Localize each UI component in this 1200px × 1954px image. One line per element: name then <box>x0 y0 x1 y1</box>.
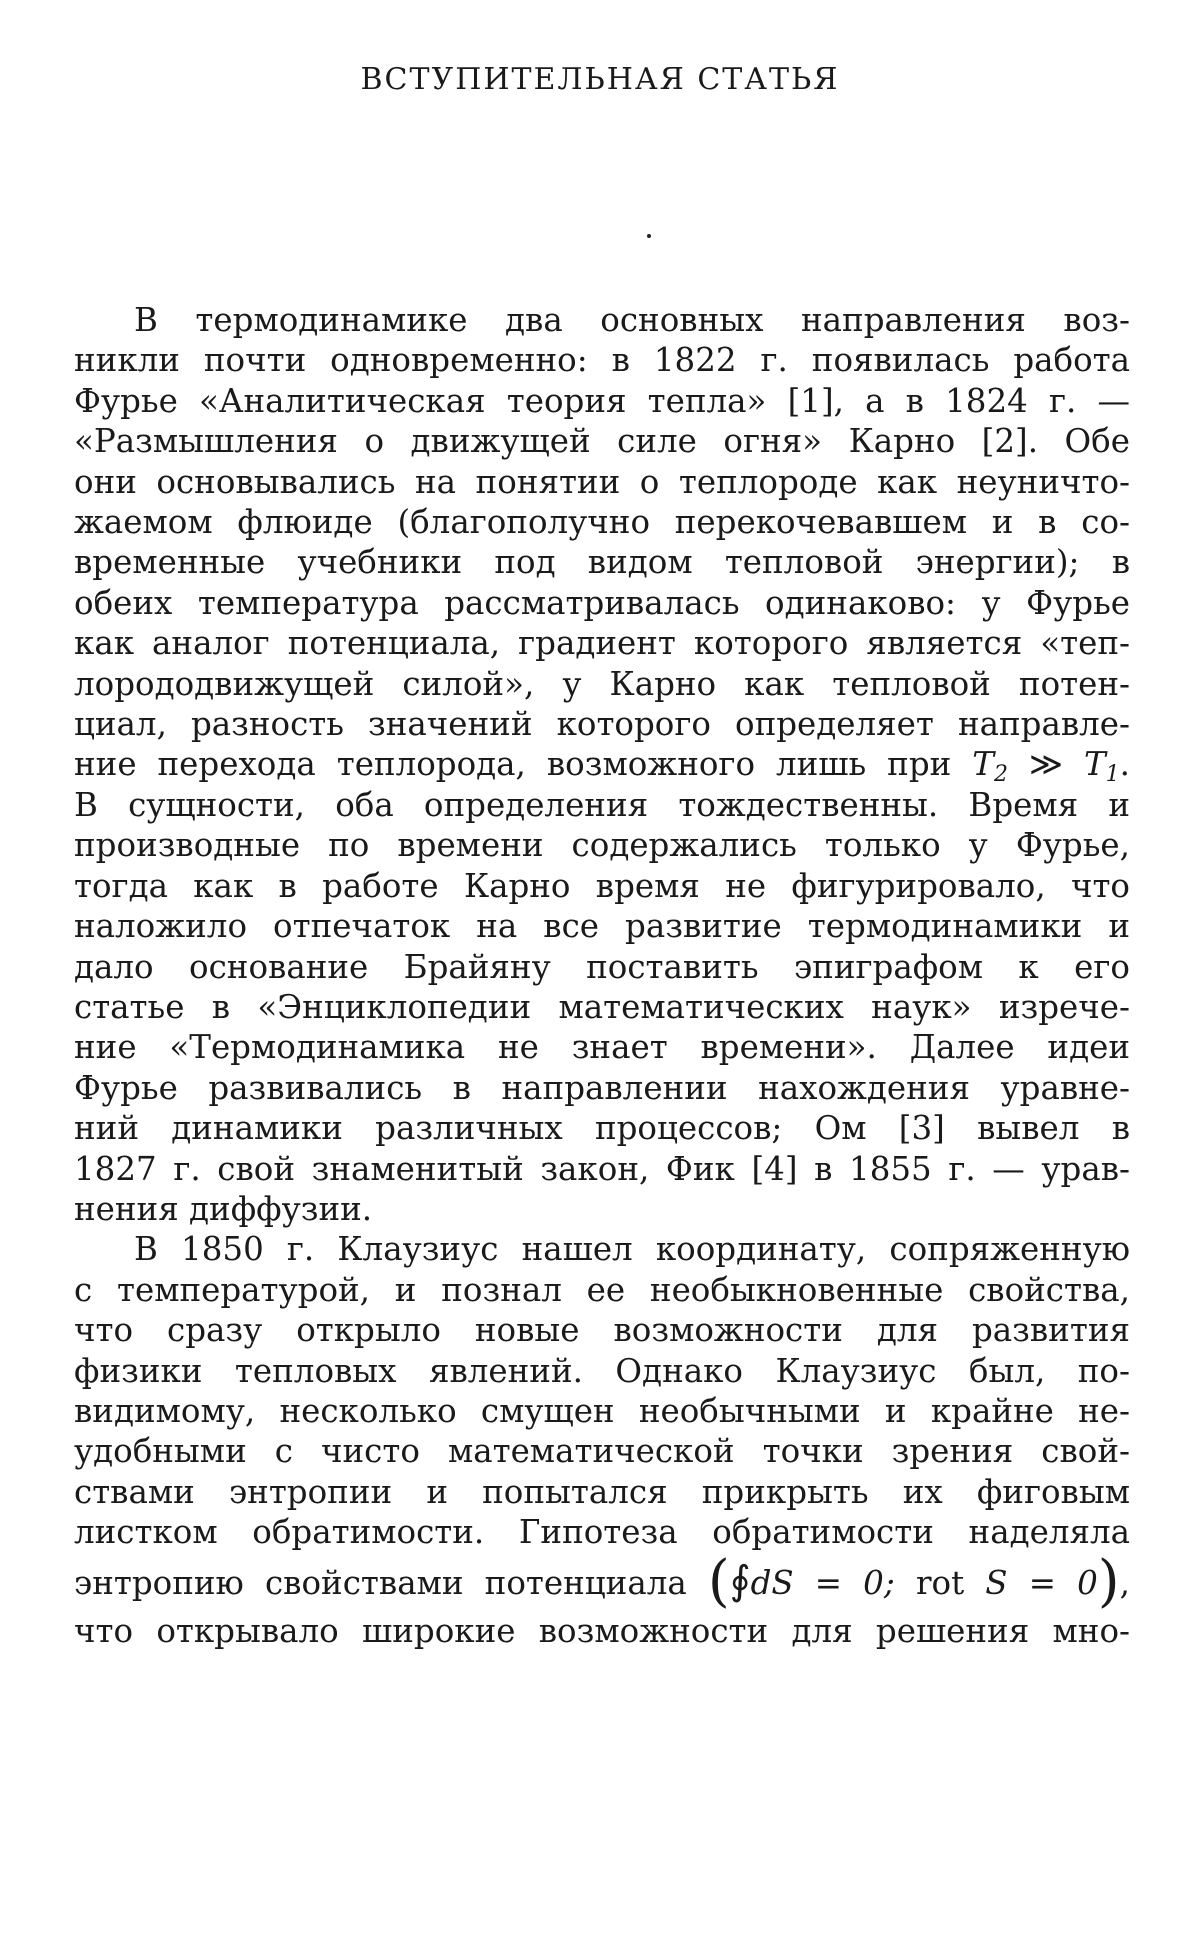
text-line: производные по времени содержались только у Фурье, <box>74 826 1130 865</box>
text-line: 1827 г. свой знаменитый закон, Фик [4] в 1855 г. — урав- <box>74 1149 1130 1188</box>
text-line-with-formula <box>74 744 1130 788</box>
text-line: ствами энтропии и попытался прикрыть их фиговым <box>74 1472 1130 1511</box>
inline-formula: (∮dS = 0; rot S = 0), <box>707 1548 1130 1614</box>
text-line: нения диффузии. <box>74 1189 373 1228</box>
inline-formula: $T_2$ ≫ $T_1$. <box>972 745 1130 788</box>
text-line: лорододвижущей силой», у Карно как тепловой потен- <box>74 664 1130 703</box>
text-line: как аналог потенциала, градиент которого является «теп- <box>74 624 1130 663</box>
text-line: что открывало широкие возможности для решения мно- <box>74 1611 1130 1650</box>
text-line: что сразу открыло новые возможности для развития <box>74 1311 1130 1350</box>
text-line-with-formula <box>74 1548 1130 1614</box>
text-line: ние «Термодинамика не знает времени». Далее идеи <box>74 1028 1130 1067</box>
text-line: никли почти одновременно: в 1822 г. появилась работа <box>74 341 1130 380</box>
text-line: ний динамики различных процессов; Ом [3] вывел в <box>74 1109 1130 1148</box>
text-line: удобными с чисто математической точки зрения свой- <box>74 1432 1130 1471</box>
text-segment: ние перехода теплорода, возможного лишь при <box>74 745 952 784</box>
text-segment: энтропию свойствами потенциала <box>74 1563 687 1602</box>
text-line: они основывались на понятии о теплороде как неуничто- <box>74 462 1130 501</box>
text-line: физики тепловых явлений. Однако Клаузиус был, по- <box>74 1351 1130 1390</box>
decorative-dot <box>647 234 651 238</box>
text-line: В сущности, оба определения тождественны. Время и <box>74 785 1130 824</box>
text-line: циал, разность значений которого определяет направле- <box>74 705 1130 744</box>
text-line: В термодинамике два основных направления воз- <box>134 301 1130 339</box>
text-line: Фурье развивались в направлении нахождения уравне- <box>74 1068 1130 1107</box>
text-line: статье в «Энциклопедии математических наук» изрече- <box>74 987 1130 1026</box>
text-line: Фурье «Аналитическая теория тепла» [1], а в 1824 г. — <box>74 381 1130 420</box>
text-line: жаемом флюиде (благополучно перекочевавшем и в со- <box>74 503 1130 542</box>
text-line: видимому, несколько смущен необычными и крайне не- <box>74 1391 1130 1430</box>
text-line: временные учебники под видом тепловой энергии); в <box>74 543 1130 582</box>
text-line: обеих температура рассматривалась одинаково: у Фурье <box>74 583 1130 622</box>
text-line: тогда как в работе Карно время не фигурировало, что <box>74 866 1130 905</box>
text-line: «Размышления о движущей силе огня» Карно [2]. Обе <box>74 422 1130 461</box>
body-text <box>74 300 1130 1651</box>
text-line: наложило отпечаток на все развитие термодинамики и <box>74 907 1130 946</box>
text-line: листком обратимости. Гипотеза обратимости наделяла <box>74 1513 1130 1552</box>
text-line: дало основание Брайяну поставить эпиграфом к его <box>74 947 1130 986</box>
page-title: ВСТУПИТЕЛЬНАЯ СТАТЬЯ <box>360 62 840 97</box>
text-line: В 1850 г. Клаузиус нашел координату, сопряженную <box>134 1230 1130 1269</box>
text-line: с температурой, и познал ее необыкновенные свойства, <box>74 1270 1130 1309</box>
